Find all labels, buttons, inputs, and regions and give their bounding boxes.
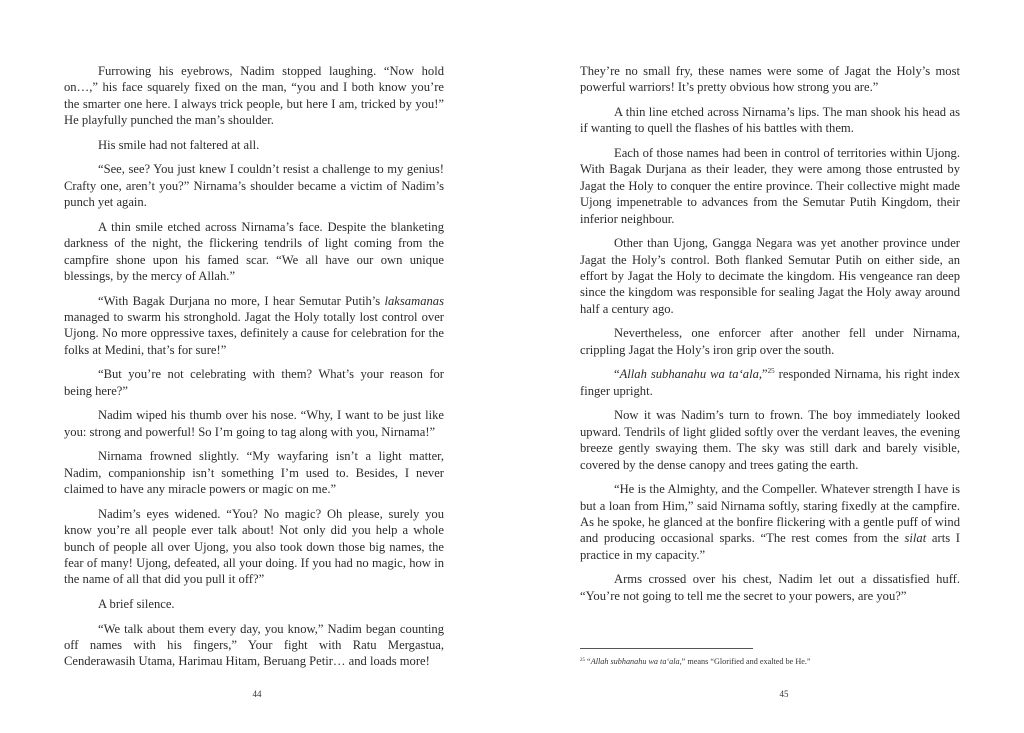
quote-mark: “ [614, 367, 620, 382]
quote-mark: “ [585, 657, 591, 666]
paragraph: Nadim wiped his thumb over his nose. “Why, I want to be just like you: strong and powerful! So I’m going to tag along with you, Nirnama!” [64, 408, 444, 439]
paragraph: Nevertheless, one enforcer after another fell under Nirnama, crippling Jagat the Holy’s iron grip over the south. [580, 326, 960, 357]
footnote-reference[interactable]: 25 [767, 367, 775, 376]
paragraph [580, 366, 960, 399]
page-number: 44 [252, 689, 262, 699]
paragraph: “See, see? You just knew I couldn’t resist a challenge to my genius! Crafty one, aren’t you?” Nirnama’s shoulder became a victim of Nadim’s punch yet again. [64, 162, 444, 210]
paragraph: Each of those names had been in control of territories within Ujong. With Bagak Durjana as their leader, they were among those entrusted by Jagat the Holy to conquer the entire province. Their collective might made Ujong impenetrable to advances from the Semutar Putih Kingdom, their inferior neighbour. [580, 146, 960, 226]
paragraph: “We talk about them every day, you know,” Nadim began counting off names with his fingers,” Your fight with Ratu Mergastua, Cenderawasih Utama, Harimau Hitam, Beruang Petir… and loads more! [64, 621, 444, 669]
paragraph: Nirnama frowned slightly. “My wayfaring isn’t a light matter, Nadim, companionship isn’t something I’m used to. Besides, I never claimed to have any miracle powers or magic on me.” [64, 449, 444, 497]
paragraph: A thin smile etched across Nirnama’s face. Despite the blanketing darkness of the night, the flickering tendrils of light coming from the campfire shone upon his famed scar. “We all have our own unique blessings, by the mercy of Allah.” [64, 219, 444, 284]
right-page [512, 0, 1024, 733]
footnote-divider [580, 648, 753, 649]
paragraph [64, 293, 444, 359]
italic-term: silat [904, 531, 927, 546]
paragraph: Furrowing his eyebrows, Nadim stopped laughing. “Now hold on…,” his face squarely fixed on the man, “you and I both know you’re the smarter one here. I always trick people, but here I am, tricked by you!” He playfully punched the man’s shoulder. [64, 64, 444, 128]
paragraph: “But you’re not celebrating with them? What’s your reason for being here?” [64, 367, 444, 398]
paragraph: Now it was Nadim’s turn to frown. The boy immediately looked upward. Tendrils of light glided softly over the verdant leaves, the evening breeze gently swaying them. The sky was still dark and barely visible, covered by the dense canopy and trees gating the earth. [580, 408, 960, 472]
paragraph-text: “With Bagak Durjana no more, I hear Semutar Putih’s [98, 293, 385, 308]
paragraph-text: managed to swarm his stronghold. Jagat the Holy totally lost control over Ujong. No more oppressive taxes, definitely a cause for celebration for the folks at Medini, that’s for sure!” [64, 310, 444, 357]
left-page-body [64, 63, 444, 678]
paragraph-text: arts I practice in my capacity.” [580, 531, 960, 562]
paragraph: Nadim’s eyes widened. “You? No magic? Oh please, surely you know you’re all people ever talk about! Not only did you help a whole bunch of people all over Ujong, you also took down those big names, the fear of many! Ujong, defeated, all your doing. If you had no magic, how in the name of all that did you pull it off?” [64, 506, 444, 587]
paragraph: Arms crossed over his chest, Nadim let out a dissatisfied huff. “You’re not going to tell me the secret to your powers, are you?” [580, 572, 960, 603]
footnote-text: ” means “Glorified and exalted be He.” [681, 657, 811, 666]
quote-mark: ” [762, 367, 768, 382]
paragraph: Other than Ujong, Gangga Negara was yet another province under Jagat the Holy’s control. Both flanked Semutar Putih on either side, an effort by Jagat the Holy to decimate the kingdom. His vengeance ran deep since the kingdom was responsible for sealing Jagat the Holy away around half a century ago. [580, 236, 960, 316]
italic-term: Allah subhanahu wa ta‘ala, [619, 367, 763, 382]
page-number: 45 [779, 689, 789, 699]
footnote-number: 25 [580, 658, 585, 663]
italic-term: Allah subhanahu wa ta‘ala, [590, 657, 682, 666]
right-page-body [580, 63, 960, 612]
paragraph-text: responded Nirnama, his right index finger upright. [580, 367, 961, 398]
paragraph [580, 481, 960, 563]
italic-term: laksamanas [384, 293, 444, 308]
paragraph: A thin line etched across Nirnama’s lips. The man shook his head as if wanting to quell the flashes of his battles with them. [580, 105, 960, 136]
paragraph: His smile had not faltered at all. [98, 137, 260, 152]
paragraph-continued: They’re no small fry, these names were some of Jagat the Holy’s most powerful warriors! It’s pretty obvious how strong you are.” [580, 64, 960, 95]
footnote [580, 656, 960, 667]
paragraph-text: “He is the Almighty, and the Compeller. Whatever strength I have is but a loan from Him,” said Nirnama softly, staring fixedly at the campfire. As he spoke, he glanced at the bonfire flickering with a gentle puff of wind and producing occasional sparks. “The rest comes from the [580, 482, 960, 546]
paragraph: A brief silence. [98, 597, 175, 612]
